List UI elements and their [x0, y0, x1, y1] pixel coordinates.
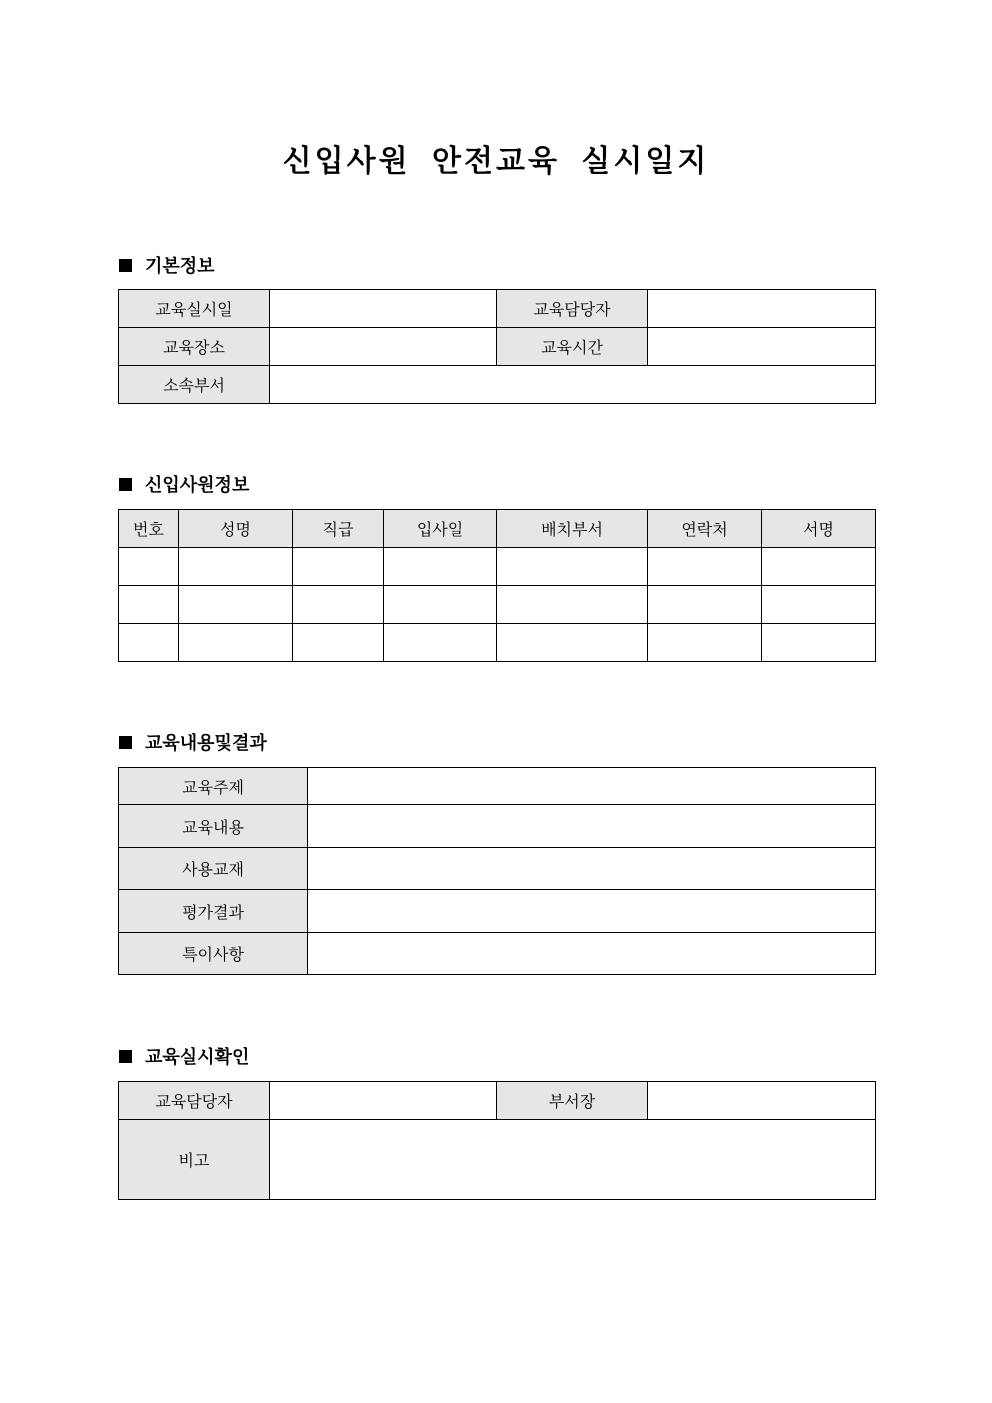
field-edu-manager[interactable] [648, 290, 876, 328]
field-edu-date[interactable] [270, 290, 497, 328]
document-title: 신입사원 안전교육 실시일지 [282, 144, 710, 179]
cell-name[interactable] [179, 586, 293, 624]
section-heading-basic [119, 253, 215, 277]
label-edu-manager: 교육담당자 [497, 290, 648, 328]
section-heading-newcomer [119, 472, 249, 496]
label-note: 비고 [119, 1120, 270, 1200]
label-edu-time: 교육시간 [497, 328, 648, 366]
field-topic[interactable] [308, 768, 876, 805]
section-heading-confirm [119, 1044, 249, 1068]
column-header-assigned-dept: 배치부서 [497, 510, 648, 548]
cell-name[interactable] [179, 624, 293, 662]
field-note[interactable] [270, 1120, 876, 1200]
field-evaluation[interactable] [308, 890, 876, 933]
label-edu-place: 교육장소 [119, 328, 270, 366]
label-department: 소속부서 [119, 366, 270, 404]
column-header-number: 번호 [119, 510, 179, 548]
label-manager: 교육담당자 [119, 1082, 270, 1120]
label-edu-date: 교육실시일 [119, 290, 270, 328]
cell-signature[interactable] [762, 624, 876, 662]
section-heading-content [119, 730, 267, 754]
cell-contact[interactable] [648, 624, 762, 662]
label-remarks: 특이사항 [119, 933, 308, 975]
square-bullet-icon [119, 259, 132, 272]
section-heading-newcomer-text: 신입사원정보 [145, 475, 250, 496]
cell-signature[interactable] [762, 548, 876, 586]
column-header-signature: 서명 [762, 510, 876, 548]
table-row [119, 548, 876, 586]
square-bullet-icon [119, 736, 132, 749]
cell-join-date[interactable] [384, 586, 497, 624]
label-dept-head: 부서장 [497, 1082, 648, 1120]
field-materials[interactable] [308, 848, 876, 890]
cell-contact[interactable] [648, 586, 762, 624]
cell-number[interactable] [119, 586, 179, 624]
field-manager[interactable] [270, 1082, 497, 1120]
field-edu-place[interactable] [270, 328, 497, 366]
basic-info-table [118, 289, 876, 404]
newcomer-info-table [118, 509, 876, 662]
label-topic: 교육주제 [119, 768, 308, 805]
square-bullet-icon [119, 1050, 132, 1063]
cell-name[interactable] [179, 548, 293, 586]
cell-assigned-dept[interactable] [497, 548, 648, 586]
table-row [119, 586, 876, 624]
label-materials: 사용교재 [119, 848, 308, 890]
table-row [119, 624, 876, 662]
column-header-position: 직급 [293, 510, 384, 548]
column-header-join-date: 입사일 [384, 510, 497, 548]
cell-position[interactable] [293, 586, 384, 624]
field-remarks[interactable] [308, 933, 876, 975]
cell-assigned-dept[interactable] [497, 586, 648, 624]
confirmation-table [118, 1081, 876, 1200]
cell-join-date[interactable] [384, 548, 497, 586]
cell-position[interactable] [293, 548, 384, 586]
cell-position[interactable] [293, 624, 384, 662]
field-dept-head[interactable] [648, 1082, 876, 1120]
section-heading-confirm-text: 교육실시확인 [145, 1047, 250, 1068]
section-heading-basic-text: 기본정보 [145, 256, 215, 277]
cell-join-date[interactable] [384, 624, 497, 662]
section-heading-content-text: 교육내용및결과 [145, 733, 267, 754]
cell-contact[interactable] [648, 548, 762, 586]
label-evaluation: 평가결과 [119, 890, 308, 933]
field-content[interactable] [308, 805, 876, 848]
square-bullet-icon [119, 478, 132, 491]
field-edu-time[interactable] [648, 328, 876, 366]
cell-number[interactable] [119, 548, 179, 586]
cell-signature[interactable] [762, 586, 876, 624]
cell-number[interactable] [119, 624, 179, 662]
field-department[interactable] [270, 366, 876, 404]
label-content: 교육내용 [119, 805, 308, 848]
education-content-table [118, 767, 876, 975]
column-header-name: 성명 [179, 510, 293, 548]
cell-assigned-dept[interactable] [497, 624, 648, 662]
column-header-contact: 연락처 [648, 510, 762, 548]
